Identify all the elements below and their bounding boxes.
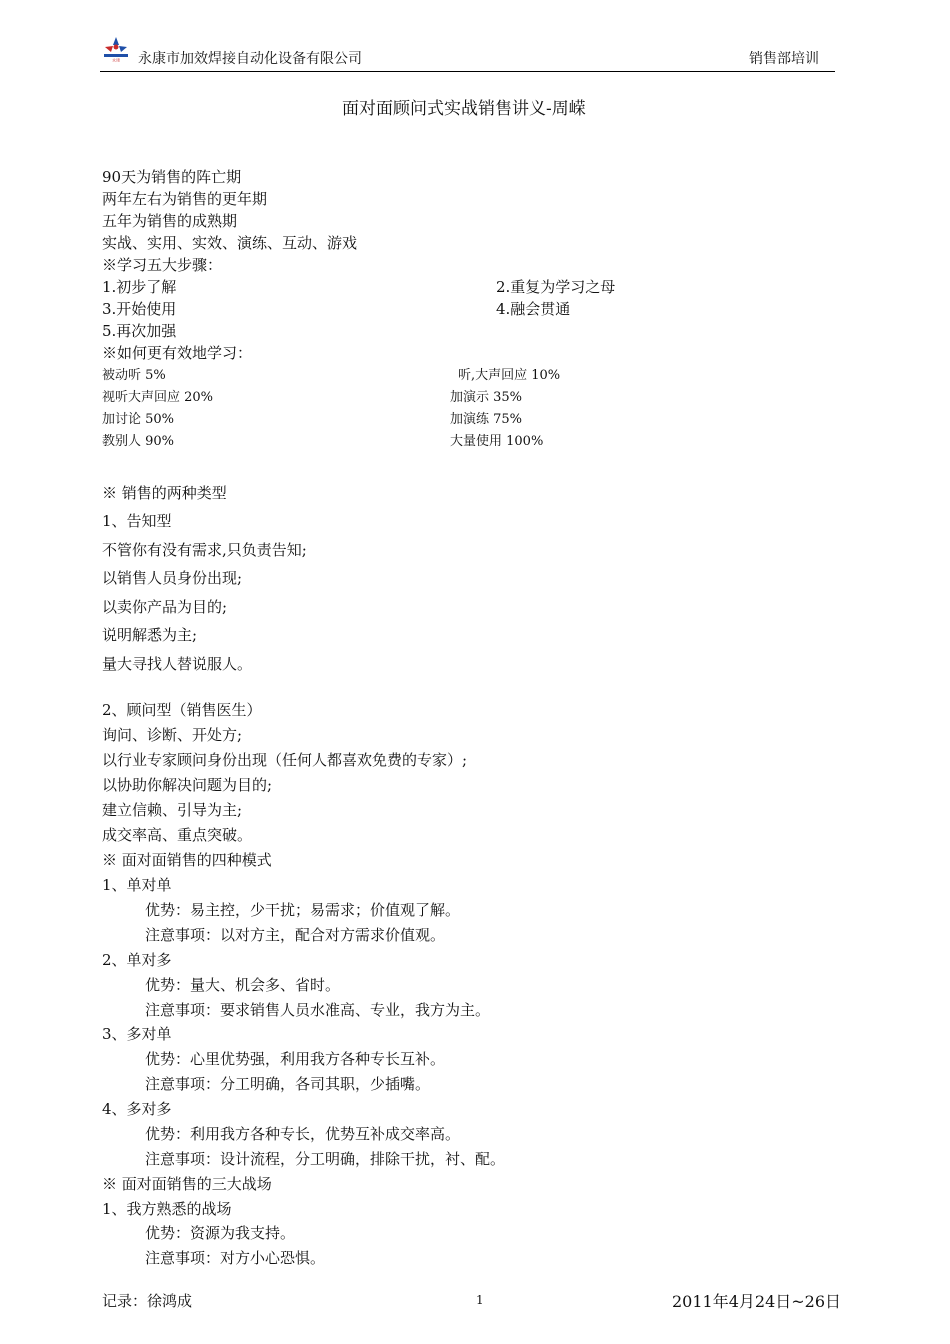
learn-item: 大量使用 100% <box>450 434 544 449</box>
recorder-label: 记录：徐鸿成 <box>102 1292 193 1310</box>
type-item: 不管你有没有需求,只负责告知; <box>102 541 307 559</box>
intro-line: 五年为销售的成熟期 <box>102 212 238 230</box>
document-title: 面对面顾问式实战销售讲义-周嵘 <box>342 99 586 119</box>
section-heading: ※ 面对面销售的三大战场 <box>102 1175 272 1193</box>
step-item: 1.初步了解 <box>102 278 177 296</box>
learn-heading: ※如何更有效地学习： <box>102 344 253 362</box>
learn-item: 视听大声回应 20% <box>102 390 214 405</box>
type-item: 以销售人员身份出现; <box>102 569 243 587</box>
type-item: 以协助你解决问题为目的; <box>102 776 273 794</box>
mode-heading: 3、多对单 <box>102 1025 172 1043</box>
mode-heading: 1、单对单 <box>102 876 172 894</box>
step-item: 4.融会贯通 <box>496 300 571 318</box>
field-advantage: 优势：资源为我支持。 <box>145 1224 296 1242</box>
mode-advantage: 优势：易主控，少干扰；易需求；价值观了解。 <box>145 901 461 919</box>
header-divider <box>100 71 835 72</box>
intro-line: 90天为销售的阵亡期 <box>102 168 242 186</box>
learn-item: 加讨论 50% <box>102 412 175 427</box>
mode-advantage: 优势：量大、机会多、省时。 <box>145 976 341 994</box>
company-name: 永康市加效焊接自动化设备有限公司 <box>138 51 362 67</box>
learn-item: 听,大声回应 10% <box>458 368 561 383</box>
step-item: 3.开始使用 <box>102 300 177 318</box>
learn-item: 被动听 5% <box>102 368 166 383</box>
mode-heading: 2、单对多 <box>102 951 172 969</box>
type-item: 以卖你产品为目的; <box>102 598 228 616</box>
mode-note: 注意事项：以对方主，配合对方需求价值观。 <box>145 926 446 944</box>
type-heading: 2、顾问型（销售医生） <box>102 701 262 719</box>
mode-note: 注意事项：分工明确，各司其职，少插嘴。 <box>145 1075 431 1093</box>
type-item: 量大寻找人替说服人。 <box>102 655 253 673</box>
type-item: 建立信赖、引导为主; <box>102 801 243 819</box>
type-item: 询问、诊断、开处方; <box>102 726 243 744</box>
page-number: 1 <box>476 1293 484 1307</box>
type-item: 说明解悉为主; <box>102 626 198 644</box>
intro-line: 实战、实用、实效、演练、互动、游戏 <box>102 234 358 252</box>
learn-item: 加演示 35% <box>450 390 523 405</box>
footer-date: 2011年4月24日~26日 <box>672 1292 842 1311</box>
learn-item: 加演练 75% <box>450 412 523 427</box>
company-logo <box>101 34 131 62</box>
field-heading: 1、我方熟悉的战场 <box>102 1200 232 1218</box>
mode-note: 注意事项：要求销售人员水准高、专业，我方为主。 <box>145 1001 491 1019</box>
section-heading: ※ 销售的两种类型 <box>102 484 227 502</box>
type-heading: 1、告知型 <box>102 512 172 530</box>
type-item: 以行业专家顾问身份出现（任何人都喜欢免费的专家）; <box>102 751 468 769</box>
learn-item: 教别人 90% <box>102 434 175 449</box>
svg-text:永康: 永康 <box>112 57 120 62</box>
department-label: 销售部培训 <box>749 51 819 67</box>
steps-heading: ※学习五大步骤： <box>102 256 223 274</box>
step-item: 5.再次加强 <box>102 322 177 340</box>
intro-line: 两年左右为销售的更年期 <box>102 190 268 208</box>
type-item: 成交率高、重点突破。 <box>102 826 253 844</box>
field-note: 注意事项：对方小心恐惧。 <box>145 1249 326 1267</box>
section-heading: ※ 面对面销售的四种模式 <box>102 851 272 869</box>
step-item: 2.重复为学习之母 <box>496 278 616 296</box>
mode-advantage: 优势：利用我方各种专长，优势互补成交率高。 <box>145 1125 461 1143</box>
mode-note: 注意事项：设计流程，分工明确，排除干扰，衬、配。 <box>145 1150 506 1168</box>
mode-heading: 4、多对多 <box>102 1100 172 1118</box>
mode-advantage: 优势：心里优势强，利用我方各种专长互补。 <box>145 1050 446 1068</box>
